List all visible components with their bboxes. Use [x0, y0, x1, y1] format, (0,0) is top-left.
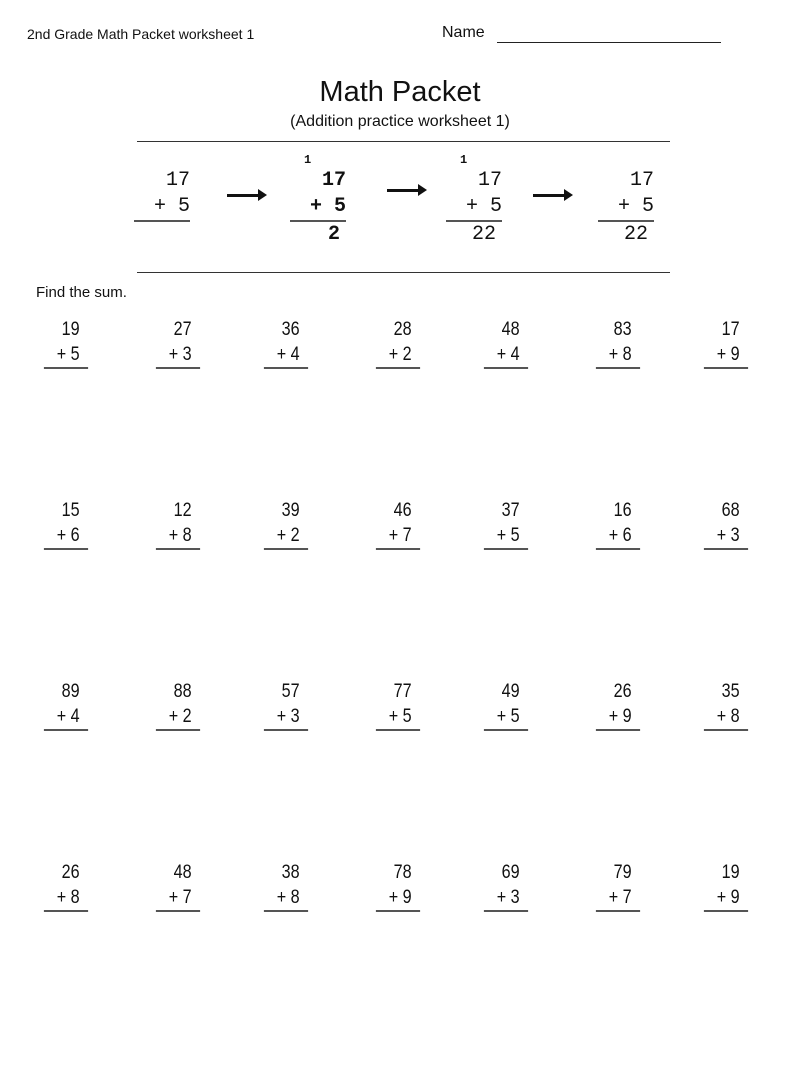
example-bottom: + 5 — [446, 194, 502, 222]
example-step-3 — [446, 153, 502, 248]
addend-bottom: + 6 — [44, 523, 88, 550]
addend-bottom: + 6 — [596, 523, 640, 550]
addend-top: 28 — [393, 319, 412, 340]
addend-bottom: + 5 — [376, 704, 420, 731]
addend-top: 69 — [501, 862, 520, 883]
addend-top: 36 — [281, 319, 300, 340]
addend-top: 15 — [61, 500, 80, 521]
addition-problem[interactable] — [376, 679, 420, 731]
addend-bottom: + 9 — [704, 885, 748, 912]
addend-bottom: + 7 — [376, 523, 420, 550]
addend-top: 89 — [61, 681, 80, 702]
addition-problem[interactable] — [156, 498, 200, 550]
addend-top: 48 — [501, 319, 520, 340]
addend-bottom: + 9 — [704, 342, 748, 369]
arrow-right-icon — [387, 189, 423, 192]
addition-problem[interactable] — [596, 860, 640, 912]
addition-problem[interactable] — [484, 498, 528, 550]
addend-top: 83 — [613, 319, 632, 340]
addend-bottom: + 3 — [156, 342, 200, 369]
addend-top: 46 — [393, 500, 412, 521]
example-top: 17 — [165, 169, 190, 192]
addition-problem[interactable] — [264, 498, 308, 550]
addend-top: 16 — [613, 500, 632, 521]
example-carry: 1 — [304, 153, 312, 167]
addend-bottom: + 5 — [484, 523, 528, 550]
addition-problem[interactable] — [704, 498, 748, 550]
page-subtitle: (Addition practice worksheet 1) — [290, 113, 510, 130]
addition-problem[interactable] — [156, 317, 200, 369]
worksheet-label: 2nd Grade Math Packet worksheet 1 — [27, 26, 255, 42]
addend-top: 35 — [721, 681, 740, 702]
addition-problem[interactable] — [264, 317, 308, 369]
example-carry: 1 — [460, 153, 468, 167]
addend-bottom: + 5 — [44, 342, 88, 369]
addend-top: 39 — [281, 500, 300, 521]
addend-top: 37 — [501, 500, 520, 521]
addition-problem[interactable] — [484, 860, 528, 912]
addition-problem[interactable] — [596, 679, 640, 731]
divider-bottom — [137, 272, 670, 273]
addend-top: 48 — [173, 862, 192, 883]
addend-top: 19 — [61, 319, 80, 340]
name-field[interactable] — [497, 42, 721, 43]
addend-top: 19 — [721, 862, 740, 883]
addition-problem[interactable] — [44, 498, 88, 550]
addition-problem[interactable] — [596, 498, 640, 550]
example-answer: 2 — [327, 223, 340, 246]
addend-top: 12 — [173, 500, 192, 521]
arrow-right-icon — [533, 194, 569, 197]
addition-problem[interactable] — [596, 317, 640, 369]
addend-bottom: + 5 — [484, 704, 528, 731]
addend-bottom: + 4 — [44, 704, 88, 731]
name-label: Name — [442, 24, 485, 41]
addition-problem[interactable] — [484, 317, 528, 369]
example-step-1 — [134, 168, 190, 222]
addition-problem[interactable] — [704, 679, 748, 731]
addend-bottom: + 3 — [264, 704, 308, 731]
addend-bottom: + 8 — [44, 885, 88, 912]
addend-bottom: + 8 — [264, 885, 308, 912]
example-step-4 — [598, 168, 654, 248]
addend-bottom: + 4 — [264, 342, 308, 369]
addend-bottom: + 2 — [156, 704, 200, 731]
addend-top: 26 — [61, 862, 80, 883]
addend-top: 68 — [721, 500, 740, 521]
example-answer: 22 — [471, 223, 496, 246]
addend-bottom: + 2 — [264, 523, 308, 550]
example-top: 17 — [629, 169, 654, 192]
addend-bottom: + 3 — [484, 885, 528, 912]
addend-top: 27 — [173, 319, 192, 340]
example-top: 17 — [321, 169, 346, 192]
divider-top — [137, 141, 670, 142]
addition-problem[interactable] — [156, 679, 200, 731]
addend-top: 88 — [173, 681, 192, 702]
addend-bottom: + 8 — [704, 704, 748, 731]
addition-problem[interactable] — [376, 860, 420, 912]
addition-problem[interactable] — [704, 860, 748, 912]
addition-problem[interactable] — [484, 679, 528, 731]
addition-problem[interactable] — [264, 679, 308, 731]
addend-bottom: + 7 — [156, 885, 200, 912]
addition-problem[interactable] — [376, 317, 420, 369]
example-top: 17 — [477, 169, 502, 192]
addend-bottom: + 9 — [596, 704, 640, 731]
addition-problem[interactable] — [376, 498, 420, 550]
addition-problem[interactable] — [44, 860, 88, 912]
addend-bottom: + 7 — [596, 885, 640, 912]
example-bottom: + 5 — [134, 194, 190, 222]
instructions: Find the sum. — [36, 284, 127, 301]
addend-bottom: + 4 — [484, 342, 528, 369]
example-step-2 — [290, 153, 346, 248]
addend-top: 79 — [613, 862, 632, 883]
example-answer: 22 — [623, 223, 648, 246]
addend-top: 77 — [393, 681, 412, 702]
addend-top: 26 — [613, 681, 632, 702]
addition-problem[interactable] — [44, 679, 88, 731]
addition-problem[interactable] — [156, 860, 200, 912]
example-bottom: + 5 — [598, 194, 654, 222]
addend-bottom: + 8 — [596, 342, 640, 369]
addend-bottom: + 3 — [704, 523, 748, 550]
addend-bottom: + 8 — [156, 523, 200, 550]
addition-problem[interactable] — [264, 860, 308, 912]
addition-problem[interactable] — [44, 317, 88, 369]
addend-top: 78 — [393, 862, 412, 883]
example-bottom: + 5 — [290, 194, 346, 222]
page-title: Math Packet — [319, 76, 481, 108]
addend-bottom: + 9 — [376, 885, 420, 912]
addition-problem[interactable] — [704, 317, 748, 369]
addend-top: 49 — [501, 681, 520, 702]
addend-top: 17 — [721, 319, 740, 340]
addend-top: 38 — [281, 862, 300, 883]
addend-bottom: + 2 — [376, 342, 420, 369]
arrow-right-icon — [227, 194, 263, 197]
addend-top: 57 — [281, 681, 300, 702]
